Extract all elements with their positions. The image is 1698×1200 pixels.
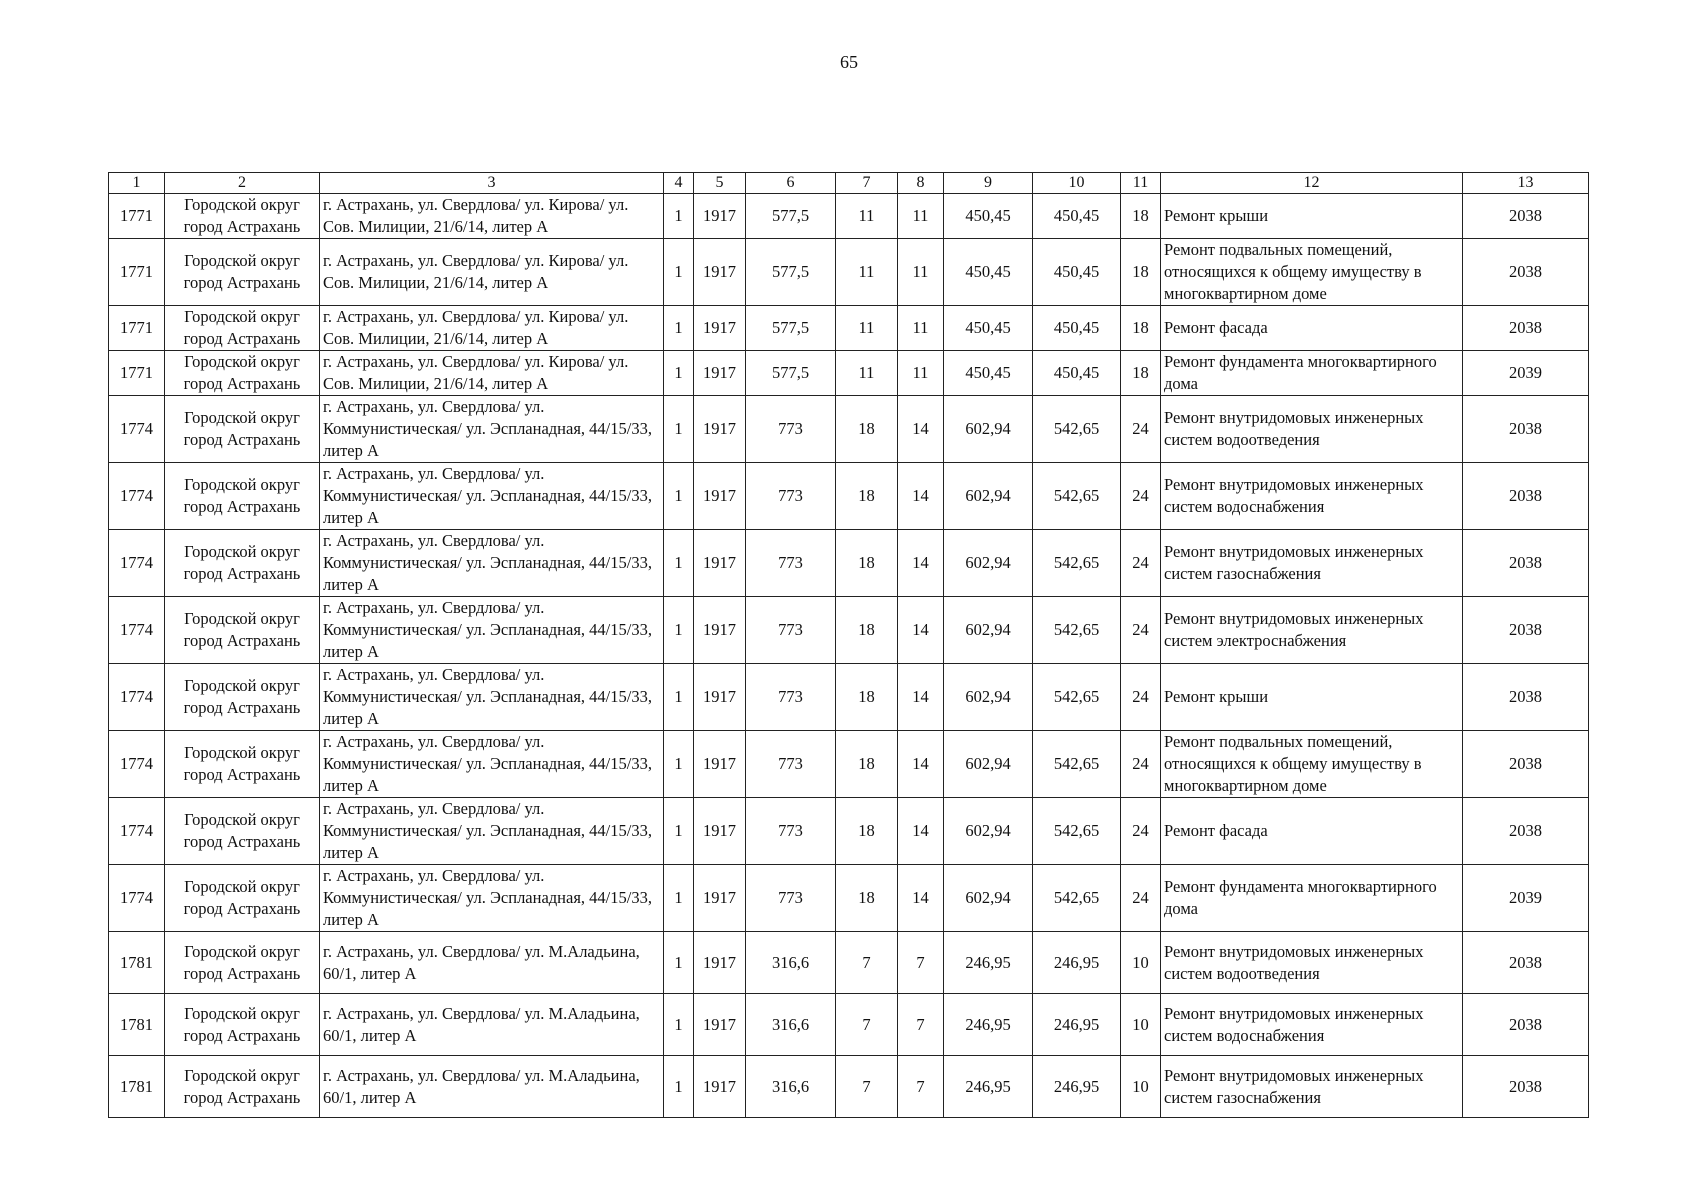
- year-built-cell: 1917: [694, 731, 746, 798]
- work-type-cell: Ремонт фундамента многоквартирного дома: [1161, 351, 1463, 396]
- col8-cell: 14: [898, 396, 944, 463]
- col7-cell: 7: [836, 1056, 898, 1118]
- column-header-1: 1: [109, 173, 165, 194]
- planned-year-cell: 2038: [1463, 664, 1589, 731]
- table-row: [109, 731, 1589, 798]
- planned-year-cell: 2038: [1463, 597, 1589, 664]
- col10-cell: 542,65: [1033, 865, 1121, 932]
- col9-cell: 602,94: [944, 664, 1033, 731]
- work-type-cell: Ремонт внутридомовых инженерных систем водоотведения: [1161, 396, 1463, 463]
- address-cell: г. Астрахань, ул. Свердлова/ ул. М.Аладьина, 60/1, литер А: [320, 1056, 664, 1118]
- col10-cell: 542,65: [1033, 731, 1121, 798]
- table-row: [109, 351, 1589, 396]
- address-cell: г. Астрахань, ул. Свердлова/ ул. М.Аладьина, 60/1, литер А: [320, 932, 664, 994]
- planned-year-cell: 2038: [1463, 731, 1589, 798]
- work-type-cell: Ремонт фасада: [1161, 306, 1463, 351]
- address-cell: г. Астрахань, ул. Свердлова/ ул. Кирова/ ул. Сов. Милиции, 21/6/14, литер А: [320, 351, 664, 396]
- year-built-cell: 1917: [694, 194, 746, 239]
- area-cell: 773: [746, 798, 836, 865]
- work-type-cell: Ремонт внутридомовых инженерных систем водоотведения: [1161, 932, 1463, 994]
- col10-cell: 450,45: [1033, 306, 1121, 351]
- col10-cell: 542,65: [1033, 798, 1121, 865]
- register-table: [108, 172, 1589, 1118]
- table-row: [109, 597, 1589, 664]
- col7-cell: 18: [836, 530, 898, 597]
- column-header-5: 5: [694, 173, 746, 194]
- row-number-cell: 1771: [109, 351, 165, 396]
- area-cell: 773: [746, 597, 836, 664]
- col4-cell: 1: [664, 798, 694, 865]
- table-row: [109, 194, 1589, 239]
- planned-year-cell: 2039: [1463, 865, 1589, 932]
- area-cell: 773: [746, 463, 836, 530]
- district-cell: Городской округ город Астрахань: [165, 396, 320, 463]
- address-cell: г. Астрахань, ул. Свердлова/ ул. Кирова/ ул. Сов. Милиции, 21/6/14, литер А: [320, 306, 664, 351]
- district-cell: Городской округ город Астрахань: [165, 798, 320, 865]
- row-number-cell: 1774: [109, 597, 165, 664]
- col7-cell: 18: [836, 798, 898, 865]
- row-number-cell: 1774: [109, 798, 165, 865]
- table-row: [109, 1056, 1589, 1118]
- area-cell: 577,5: [746, 351, 836, 396]
- district-cell: Городской округ город Астрахань: [165, 994, 320, 1056]
- col4-cell: 1: [664, 664, 694, 731]
- year-built-cell: 1917: [694, 1056, 746, 1118]
- col9-cell: 246,95: [944, 932, 1033, 994]
- col11-cell: 24: [1121, 865, 1161, 932]
- year-built-cell: 1917: [694, 798, 746, 865]
- column-header-9: 9: [944, 173, 1033, 194]
- col8-cell: 11: [898, 194, 944, 239]
- row-number-cell: 1781: [109, 1056, 165, 1118]
- col8-cell: 11: [898, 351, 944, 396]
- col10-cell: 246,95: [1033, 994, 1121, 1056]
- year-built-cell: 1917: [694, 306, 746, 351]
- row-number-cell: 1781: [109, 932, 165, 994]
- address-cell: г. Астрахань, ул. Свердлова/ ул. Коммунистическая/ ул. Эспланадная, 44/15/33, литер А: [320, 865, 664, 932]
- col4-cell: 1: [664, 597, 694, 664]
- col7-cell: 18: [836, 396, 898, 463]
- col8-cell: 14: [898, 597, 944, 664]
- work-type-cell: Ремонт фасада: [1161, 798, 1463, 865]
- work-type-cell: Ремонт подвальных помещений, относящихся к общему имуществу в многоквартирном доме: [1161, 731, 1463, 798]
- col7-cell: 11: [836, 194, 898, 239]
- area-cell: 577,5: [746, 239, 836, 306]
- work-type-cell: Ремонт крыши: [1161, 194, 1463, 239]
- area-cell: 773: [746, 396, 836, 463]
- address-cell: г. Астрахань, ул. Свердлова/ ул. Коммунистическая/ ул. Эспланадная, 44/15/33, литер А: [320, 530, 664, 597]
- col10-cell: 542,65: [1033, 463, 1121, 530]
- planned-year-cell: 2038: [1463, 396, 1589, 463]
- area-cell: 316,6: [746, 1056, 836, 1118]
- district-cell: Городской округ город Астрахань: [165, 731, 320, 798]
- col7-cell: 11: [836, 306, 898, 351]
- col4-cell: 1: [664, 463, 694, 530]
- district-cell: Городской округ город Астрахань: [165, 932, 320, 994]
- row-number-cell: 1774: [109, 530, 165, 597]
- column-header-2: 2: [165, 173, 320, 194]
- work-type-cell: Ремонт крыши: [1161, 664, 1463, 731]
- year-built-cell: 1917: [694, 463, 746, 530]
- col4-cell: 1: [664, 731, 694, 798]
- table-row: [109, 865, 1589, 932]
- area-cell: 577,5: [746, 306, 836, 351]
- col8-cell: 7: [898, 1056, 944, 1118]
- work-type-cell: Ремонт подвальных помещений, относящихся к общему имуществу в многоквартирном доме: [1161, 239, 1463, 306]
- table-row: [109, 306, 1589, 351]
- district-cell: Городской округ город Астрахань: [165, 239, 320, 306]
- col8-cell: 7: [898, 994, 944, 1056]
- year-built-cell: 1917: [694, 597, 746, 664]
- table-row: [109, 664, 1589, 731]
- col9-cell: 602,94: [944, 597, 1033, 664]
- col9-cell: 450,45: [944, 351, 1033, 396]
- page-number: 65: [840, 52, 858, 72]
- col11-cell: 24: [1121, 530, 1161, 597]
- col11-cell: 24: [1121, 597, 1161, 664]
- row-number-cell: 1774: [109, 396, 165, 463]
- address-cell: г. Астрахань, ул. Свердлова/ ул. Кирова/ ул. Сов. Милиции, 21/6/14, литер А: [320, 194, 664, 239]
- district-cell: Городской округ город Астрахань: [165, 194, 320, 239]
- col10-cell: 450,45: [1033, 239, 1121, 306]
- row-number-cell: 1774: [109, 731, 165, 798]
- col7-cell: 11: [836, 351, 898, 396]
- district-cell: Городской округ город Астрахань: [165, 463, 320, 530]
- address-cell: г. Астрахань, ул. Свердлова/ ул. Коммунистическая/ ул. Эспланадная, 44/15/33, литер А: [320, 463, 664, 530]
- district-cell: Городской округ город Астрахань: [165, 351, 320, 396]
- year-built-cell: 1917: [694, 865, 746, 932]
- col8-cell: 11: [898, 306, 944, 351]
- col8-cell: 14: [898, 798, 944, 865]
- table-row: [109, 239, 1589, 306]
- work-type-cell: Ремонт внутридомовых инженерных систем водоснабжения: [1161, 463, 1463, 530]
- col11-cell: 24: [1121, 664, 1161, 731]
- col8-cell: 14: [898, 463, 944, 530]
- table-row: [109, 396, 1589, 463]
- col9-cell: 602,94: [944, 798, 1033, 865]
- work-type-cell: Ремонт внутридомовых инженерных систем газоснабжения: [1161, 1056, 1463, 1118]
- col4-cell: 1: [664, 194, 694, 239]
- col10-cell: 450,45: [1033, 194, 1121, 239]
- col10-cell: 246,95: [1033, 932, 1121, 994]
- year-built-cell: 1917: [694, 396, 746, 463]
- year-built-cell: 1917: [694, 932, 746, 994]
- col7-cell: 18: [836, 463, 898, 530]
- area-cell: 316,6: [746, 932, 836, 994]
- district-cell: Городской округ город Астрахань: [165, 530, 320, 597]
- address-cell: г. Астрахань, ул. Свердлова/ ул. Коммунистическая/ ул. Эспланадная, 44/15/33, литер А: [320, 731, 664, 798]
- col10-cell: 542,65: [1033, 664, 1121, 731]
- col11-cell: 18: [1121, 194, 1161, 239]
- col7-cell: 7: [836, 932, 898, 994]
- col8-cell: 14: [898, 731, 944, 798]
- col9-cell: 602,94: [944, 463, 1033, 530]
- district-cell: Городской округ город Астрахань: [165, 865, 320, 932]
- col7-cell: 7: [836, 994, 898, 1056]
- planned-year-cell: 2038: [1463, 932, 1589, 994]
- col10-cell: 542,65: [1033, 530, 1121, 597]
- work-type-cell: Ремонт внутридомовых инженерных систем газоснабжения: [1161, 530, 1463, 597]
- year-built-cell: 1917: [694, 994, 746, 1056]
- col10-cell: 450,45: [1033, 351, 1121, 396]
- row-number-cell: 1781: [109, 994, 165, 1056]
- row-number-cell: 1774: [109, 664, 165, 731]
- col4-cell: 1: [664, 865, 694, 932]
- year-built-cell: 1917: [694, 664, 746, 731]
- planned-year-cell: 2038: [1463, 463, 1589, 530]
- col7-cell: 18: [836, 865, 898, 932]
- col4-cell: 1: [664, 932, 694, 994]
- planned-year-cell: 2038: [1463, 994, 1589, 1056]
- col11-cell: 24: [1121, 798, 1161, 865]
- header-row: [109, 173, 1589, 194]
- column-header-4: 4: [664, 173, 694, 194]
- col9-cell: 450,45: [944, 306, 1033, 351]
- col9-cell: 246,95: [944, 994, 1033, 1056]
- col11-cell: 24: [1121, 396, 1161, 463]
- col11-cell: 24: [1121, 731, 1161, 798]
- column-header-8: 8: [898, 173, 944, 194]
- work-type-cell: Ремонт внутридомовых инженерных систем водоснабжения: [1161, 994, 1463, 1056]
- col4-cell: 1: [664, 306, 694, 351]
- col7-cell: 18: [836, 597, 898, 664]
- column-header-13: 13: [1463, 173, 1589, 194]
- row-number-cell: 1771: [109, 239, 165, 306]
- col9-cell: 450,45: [944, 194, 1033, 239]
- col11-cell: 18: [1121, 306, 1161, 351]
- col8-cell: 11: [898, 239, 944, 306]
- address-cell: г. Астрахань, ул. Свердлова/ ул. Кирова/ ул. Сов. Милиции, 21/6/14, литер А: [320, 239, 664, 306]
- planned-year-cell: 2038: [1463, 1056, 1589, 1118]
- col7-cell: 18: [836, 664, 898, 731]
- column-header-6: 6: [746, 173, 836, 194]
- col11-cell: 24: [1121, 463, 1161, 530]
- year-built-cell: 1917: [694, 239, 746, 306]
- row-number-cell: 1774: [109, 463, 165, 530]
- col4-cell: 1: [664, 239, 694, 306]
- district-cell: Городской округ город Астрахань: [165, 597, 320, 664]
- col11-cell: 18: [1121, 239, 1161, 306]
- col4-cell: 1: [664, 396, 694, 463]
- district-cell: Городской округ город Астрахань: [165, 664, 320, 731]
- table-row: [109, 463, 1589, 530]
- col8-cell: 14: [898, 664, 944, 731]
- area-cell: 773: [746, 530, 836, 597]
- col4-cell: 1: [664, 351, 694, 396]
- col4-cell: 1: [664, 1056, 694, 1118]
- year-built-cell: 1917: [694, 351, 746, 396]
- area-cell: 773: [746, 865, 836, 932]
- col7-cell: 11: [836, 239, 898, 306]
- col4-cell: 1: [664, 530, 694, 597]
- col9-cell: 602,94: [944, 396, 1033, 463]
- col9-cell: 246,95: [944, 1056, 1033, 1118]
- area-cell: 316,6: [746, 994, 836, 1056]
- planned-year-cell: 2038: [1463, 239, 1589, 306]
- col11-cell: 10: [1121, 994, 1161, 1056]
- row-number-cell: 1771: [109, 306, 165, 351]
- planned-year-cell: 2039: [1463, 351, 1589, 396]
- planned-year-cell: 2038: [1463, 530, 1589, 597]
- row-number-cell: 1771: [109, 194, 165, 239]
- col10-cell: 246,95: [1033, 1056, 1121, 1118]
- address-cell: г. Астрахань, ул. Свердлова/ ул. Коммунистическая/ ул. Эспланадная, 44/15/33, литер А: [320, 396, 664, 463]
- district-cell: Городской округ город Астрахань: [165, 1056, 320, 1118]
- table-row: [109, 530, 1589, 597]
- col8-cell: 14: [898, 865, 944, 932]
- table-row: [109, 798, 1589, 865]
- table-row: [109, 994, 1589, 1056]
- planned-year-cell: 2038: [1463, 194, 1589, 239]
- table-body: [109, 194, 1589, 1118]
- col8-cell: 7: [898, 932, 944, 994]
- address-cell: г. Астрахань, ул. Свердлова/ ул. М.Аладьина, 60/1, литер А: [320, 994, 664, 1056]
- address-cell: г. Астрахань, ул. Свердлова/ ул. Коммунистическая/ ул. Эспланадная, 44/15/33, литер А: [320, 597, 664, 664]
- work-type-cell: Ремонт внутридомовых инженерных систем электроснабжения: [1161, 597, 1463, 664]
- col10-cell: 542,65: [1033, 597, 1121, 664]
- col9-cell: 450,45: [944, 239, 1033, 306]
- planned-year-cell: 2038: [1463, 306, 1589, 351]
- col8-cell: 14: [898, 530, 944, 597]
- area-cell: 773: [746, 731, 836, 798]
- col11-cell: 10: [1121, 932, 1161, 994]
- col11-cell: 10: [1121, 1056, 1161, 1118]
- row-number-cell: 1774: [109, 865, 165, 932]
- column-header-11: 11: [1121, 173, 1161, 194]
- col9-cell: 602,94: [944, 530, 1033, 597]
- column-header-10: 10: [1033, 173, 1121, 194]
- col11-cell: 18: [1121, 351, 1161, 396]
- col9-cell: 602,94: [944, 865, 1033, 932]
- district-cell: Городской округ город Астрахань: [165, 306, 320, 351]
- year-built-cell: 1917: [694, 530, 746, 597]
- table-header: [109, 173, 1589, 194]
- address-cell: г. Астрахань, ул. Свердлова/ ул. Коммунистическая/ ул. Эспланадная, 44/15/33, литер А: [320, 798, 664, 865]
- col10-cell: 542,65: [1033, 396, 1121, 463]
- column-header-12: 12: [1161, 173, 1463, 194]
- col4-cell: 1: [664, 994, 694, 1056]
- area-cell: 773: [746, 664, 836, 731]
- column-header-3: 3: [320, 173, 664, 194]
- planned-year-cell: 2038: [1463, 798, 1589, 865]
- column-header-7: 7: [836, 173, 898, 194]
- col7-cell: 18: [836, 731, 898, 798]
- table-row: [109, 932, 1589, 994]
- work-type-cell: Ремонт фундамента многоквартирного дома: [1161, 865, 1463, 932]
- col9-cell: 602,94: [944, 731, 1033, 798]
- address-cell: г. Астрахань, ул. Свердлова/ ул. Коммунистическая/ ул. Эспланадная, 44/15/33, литер А: [320, 664, 664, 731]
- area-cell: 577,5: [746, 194, 836, 239]
